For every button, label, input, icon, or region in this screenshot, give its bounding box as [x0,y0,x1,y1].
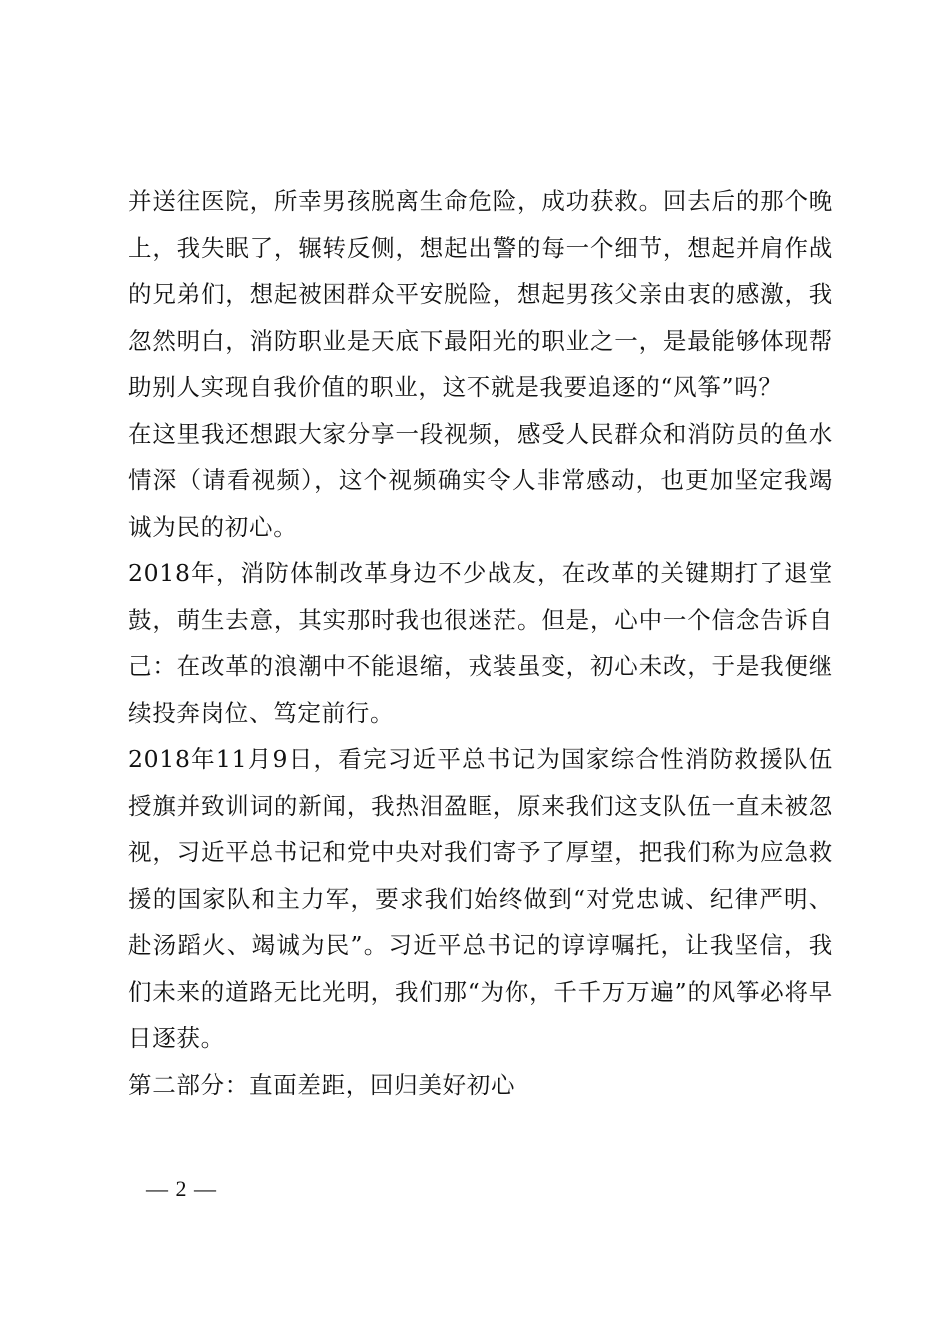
section-heading-part-two: 第二部分：直面差距，回归美好初心 [128,1070,516,1099]
page-number: — 2 — [146,1176,217,1201]
paragraph-rescue-reflection: 并送往医院，所幸男孩脱离生命危险，成功获救。回去后的那个晚上，我失眠了，辗转反侧，想起出警的每一个细节，想起并肩作战的兄弟们，想起被困群众平安脱险，想起男孩父亲由衷的感激，我忽然明白，消防职业是天底下最阳光的职业之一，是最能够体现帮助别人实现自我价值的职业，这不就是我要追逐的“风筝”吗？ [128,187,833,401]
document-body [128,178,833,1108]
paragraph-video-share: 在这里我还想跟大家分享一段视频，感受人民群众和消防员的鱼水情深（请看视频），这个视频确实令人非常感动，也更加坚定我竭诚为民的初心。 [128,419,833,541]
paragraph-reform-2018: 2018年，消防体制改革身边不少战友，在改革的关键期打了退堂鼓，萌生去意，其实那时我也很迷茫。但是，心中一个信念告诉自己：在改革的浪潮中不能退缩，戎装虽变，初心未改，于是我便继续投奔岗位、笃定前行。 [128,559,833,727]
paragraph-flag-ceremony: 2018年11月9日，看完习近平总书记为国家综合性消防救援队伍授旗并致训词的新闻，我热泪盈眶，原来我们这支队伍一直未被忽视，习近平总书记和党中央对我们寄予了厚望，把我们称为应急救援的国家队和主力军，要求我们始终做到“对党忠诚、纪律严明、赴汤蹈火、竭诚为民”。习近平总书记的谆谆嘱托，让我坚信，我们未来的道路无比光明，我们那“为你，千千万万遍”的风筝必将早日逐获。 [128,745,833,1052]
